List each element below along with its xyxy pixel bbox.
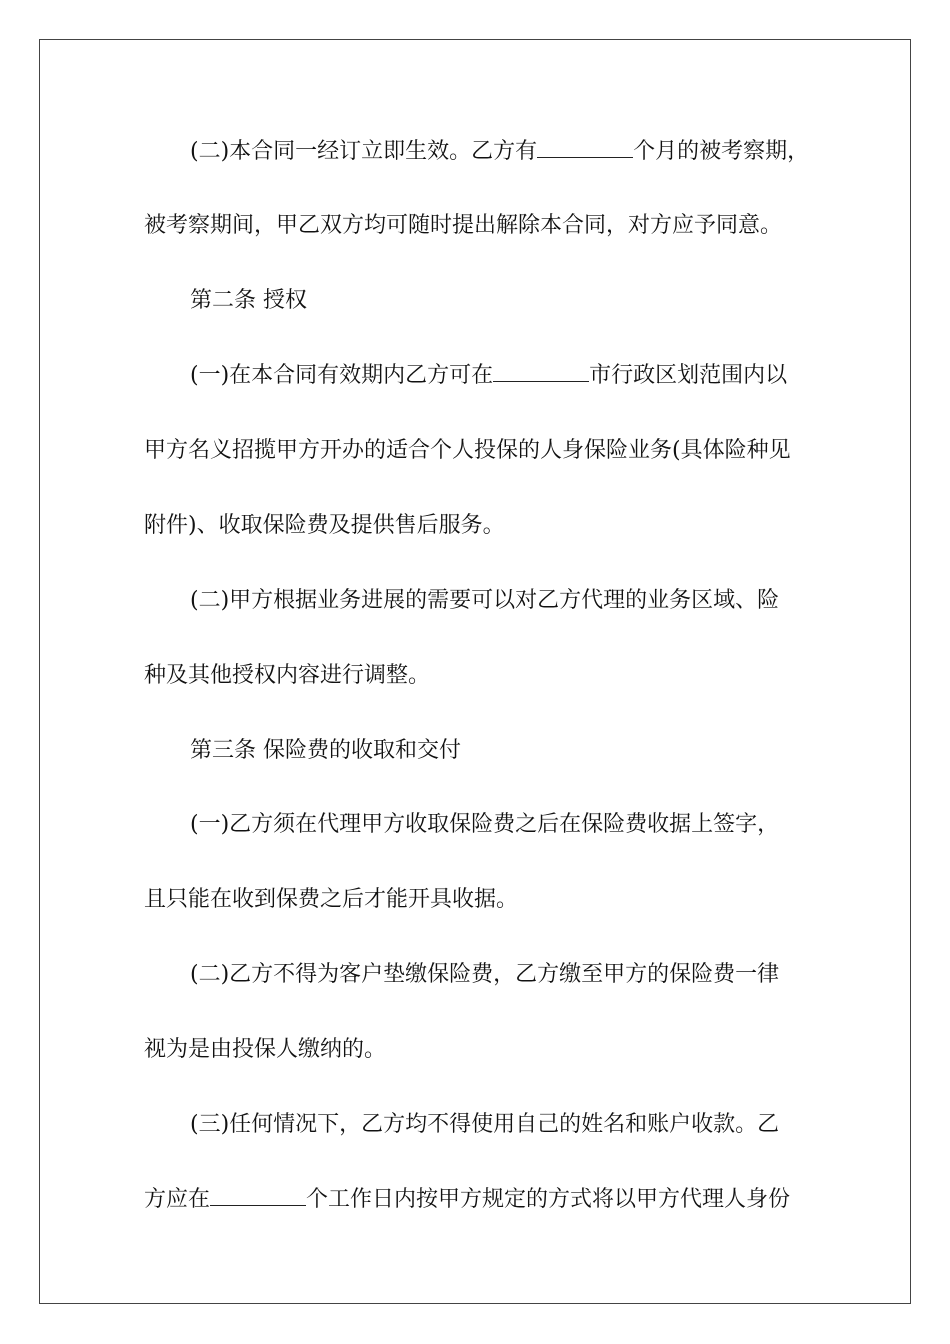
clause-text-line — [144, 211, 824, 241]
text-segment: (三)任何情况下，乙方均不得使用自己的姓名和账户收款。乙 — [190, 1112, 780, 1137]
clause-text-line — [190, 361, 870, 391]
clause-text-line — [144, 661, 824, 691]
clause-text-line — [144, 1185, 824, 1215]
text-segment: (一)乙方须在代理甲方收取保险费之后在保险费收据上签字， — [190, 812, 780, 837]
text-segment: 甲方名义招揽甲方开办的适合个人投保的人身保险业务(具体险种见 — [144, 438, 791, 463]
article-heading — [190, 736, 870, 766]
text-segment: 且只能在收到保费之后才能开具收据。 — [144, 887, 519, 912]
text-segment: 附件)、收取保险费及提供售后服务。 — [144, 513, 505, 538]
text-segment: 种及其他授权内容进行调整。 — [144, 663, 431, 688]
text-segment: 第二条 授权 — [190, 288, 307, 313]
text-segment: 方应在 — [144, 1187, 211, 1212]
clause-text-line — [144, 885, 824, 915]
clause-text-line — [144, 511, 824, 541]
text-segment: 市行政区划范围内以 — [589, 363, 788, 388]
clause-text-line — [144, 1035, 824, 1065]
text-segment: (二)甲方根据业务进展的需要可以对乙方代理的业务区域、险 — [190, 588, 780, 613]
text-segment: 个工作日内按甲方规定的方式将以甲方代理人身份 — [306, 1187, 791, 1212]
fill-in-blank[interactable] — [493, 361, 589, 382]
clause-text-line — [190, 810, 870, 840]
text-segment: 第三条 保险费的收取和交付 — [190, 738, 461, 763]
fill-in-blank[interactable] — [210, 1185, 306, 1206]
text-segment: (一)在本合同有效期内乙方可在 — [190, 363, 494, 388]
clause-text-line — [190, 586, 870, 616]
article-heading — [190, 286, 870, 316]
text-segment: (二)乙方不得为客户垫缴保险费，乙方缴至甲方的保险费一律 — [190, 962, 780, 987]
text-segment: (二)本合同一经订立即生效。乙方有 — [190, 139, 538, 164]
clause-text-line — [190, 960, 870, 990]
clause-text-line — [190, 137, 870, 167]
clause-text-line — [144, 436, 824, 466]
clause-text-line — [190, 1110, 870, 1140]
text-segment: 个月的被考察期， — [633, 139, 810, 164]
text-segment: 视为是由投保人缴纳的。 — [144, 1037, 387, 1062]
fill-in-blank[interactable] — [537, 137, 633, 158]
text-segment: 被考察期间，甲乙双方均可随时提出解除本合同，对方应予同意。 — [144, 213, 783, 238]
